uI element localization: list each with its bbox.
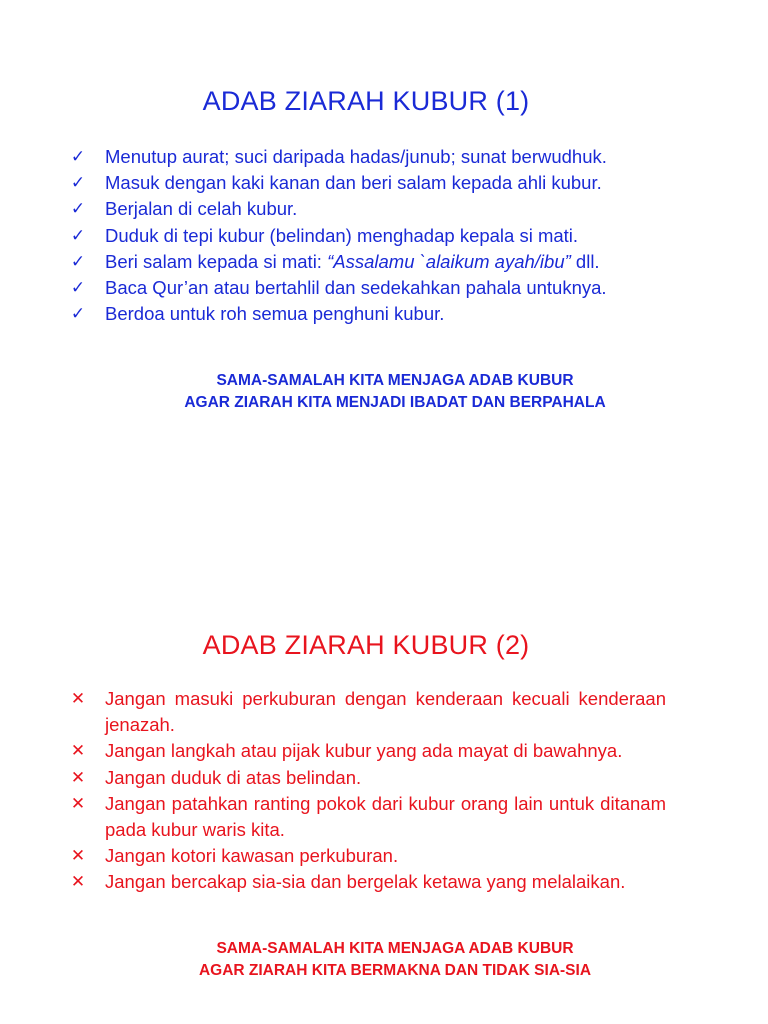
cross-icon: ✕ — [70, 793, 86, 813]
checkmark-icon: ✓ — [70, 173, 86, 193]
checkmark-icon: ✓ — [70, 304, 86, 324]
checkmark-icon: ✓ — [70, 147, 86, 166]
list-item — [68, 196, 666, 222]
list-item — [68, 223, 666, 249]
footer-line-1: SAMA-SAMALAH KITA MENJAGA ADAB KUBUR — [216, 372, 574, 389]
section-2-footer — [0, 938, 768, 982]
checkmark-icon: ✓ — [70, 251, 86, 271]
section-2-list — [68, 686, 666, 896]
list-item-text: Jangan patahkan ranting pokok dari kubur orang lain untuk ditanam pada kubur waris kita. — [105, 792, 666, 841]
list-item — [68, 144, 666, 170]
footer-line-1: SAMA-SAMALAH KITA MENJAGA ADAB KUBUR — [216, 940, 574, 957]
list-item — [68, 843, 666, 869]
list-item-text: Jangan masuki perkuburan dengan kenderaan kecuali kenderaan jenazah. — [105, 688, 666, 736]
list-item — [68, 686, 666, 738]
cross-icon: ✕ — [70, 767, 86, 787]
list-item-text: Jangan bercakap sia-sia dan bergelak ketawa yang melalaikan. — [105, 871, 626, 893]
list-item — [68, 738, 666, 764]
salam-text-after: dll. — [570, 250, 600, 272]
list-item — [68, 249, 666, 275]
list-item-text: Berjalan di celah kubur. — [105, 198, 298, 220]
checkmark-icon: ✓ — [70, 225, 86, 245]
list-item-text — [105, 251, 600, 272]
checkmark-icon: ✓ — [70, 199, 86, 219]
list-item — [68, 301, 666, 327]
list-item — [68, 869, 666, 895]
section-1-footer — [0, 370, 768, 414]
list-item-text: Duduk di tepi kubur (belindan) menghadap kepala si mati. — [105, 224, 579, 246]
list-item-text: Jangan langkah atau pijak kubur yang ada mayat di bawahnya. — [105, 740, 623, 762]
section-1-title: ADAB ZIARAH KUBUR (1) — [202, 86, 530, 116]
section-2-title: ADAB ZIARAH KUBUR (2) — [202, 630, 530, 660]
checkmark-icon: ✓ — [70, 278, 86, 298]
list-item-text: Berdoa untuk roh semua penghuni kubur. — [105, 303, 445, 325]
list-item — [68, 170, 666, 196]
list-item-text: Jangan kotori kawasan perkuburan. — [105, 845, 399, 867]
list-item-text: Jangan duduk di atas belindan. — [105, 766, 362, 788]
list-item — [68, 275, 666, 301]
list-item-text: Baca Qur’an atau bertahlil dan sedekahkan pahala untuknya. — [105, 277, 607, 299]
footer-line-2: AGAR ZIARAH KITA BERMAKNA DAN TIDAK SIA-SIA — [198, 962, 592, 979]
salam-text-before: Beri salam kepada si mati: — [105, 250, 328, 272]
list-item-text: Menutup aurat; suci daripada hadas/junub; sunat berwudhuk. — [105, 146, 607, 167]
list-item — [68, 765, 666, 791]
cross-icon: ✕ — [70, 741, 86, 761]
cross-icon: ✕ — [70, 689, 86, 708]
footer-line-2: AGAR ZIARAH KITA MENJADI IBADAT DAN BERPAHALA — [184, 394, 606, 411]
cross-icon: ✕ — [70, 846, 86, 866]
list-item — [68, 791, 666, 843]
section-1-list — [68, 144, 666, 327]
salam-quote: “Assalamu `alaikum ayah/ibu” — [327, 250, 571, 272]
list-item-text: Masuk dengan kaki kanan dan beri salam kepada ahli kubur. — [105, 172, 602, 194]
cross-icon: ✕ — [70, 872, 86, 892]
